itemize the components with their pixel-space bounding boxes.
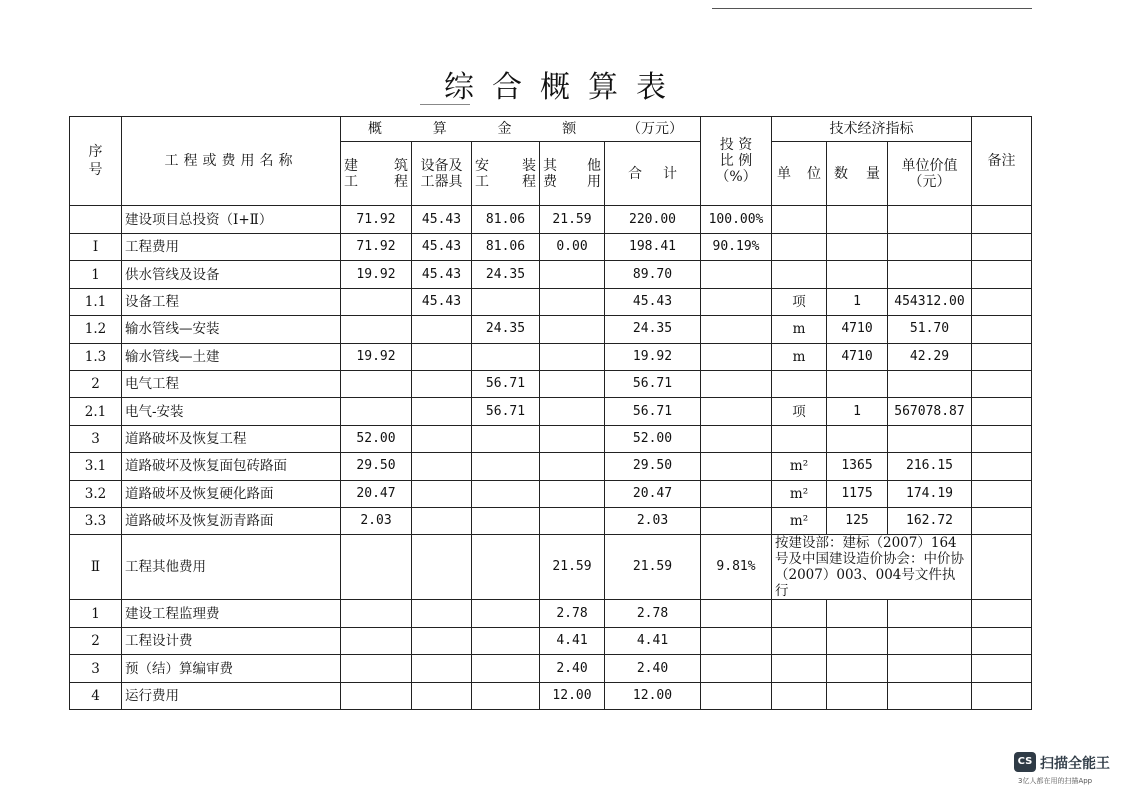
cell-ratio: [701, 655, 772, 683]
cell-install: [472, 453, 540, 480]
cell-remark: [972, 453, 1032, 480]
cell-unit: m²: [772, 480, 827, 507]
table-row: [70, 343, 1032, 370]
cell-install: [472, 682, 540, 710]
cell-remark: [972, 600, 1032, 628]
cell-unit-value: [888, 425, 972, 452]
cell-name: 道路破坏及恢复面包砖路面: [122, 453, 341, 480]
cell-install: 24.35: [472, 316, 540, 343]
cell-remark: [972, 398, 1032, 425]
cell-other: [540, 425, 605, 452]
cell-unit: m: [772, 343, 827, 370]
cell-building: 19.92: [341, 261, 412, 288]
cell-unit-value: 51.70: [888, 316, 972, 343]
cell-ratio: [701, 343, 772, 370]
cell-seq: 1.2: [70, 316, 122, 343]
cell-seq: 3.2: [70, 480, 122, 507]
header-ratio: 投 资 比 例 （%）: [701, 117, 772, 206]
cell-unit: [772, 682, 827, 710]
cell-unit-value: [888, 627, 972, 655]
cell-total: 21.59: [605, 535, 701, 600]
cell-name: 供水管线及设备: [122, 261, 341, 288]
cell-seq: 1.1: [70, 288, 122, 315]
header-name: 工程或费用名称: [122, 117, 341, 206]
cell-building: [341, 682, 412, 710]
estimate-table: [69, 116, 1032, 710]
cell-total: 56.71: [605, 370, 701, 397]
cell-ratio: 90.19%: [701, 234, 772, 261]
cell-total: 29.50: [605, 453, 701, 480]
cell-total: 89.70: [605, 261, 701, 288]
cell-remark: [972, 425, 1032, 452]
title-mark: [420, 104, 470, 105]
cell-ratio: [701, 398, 772, 425]
table-row: [70, 682, 1032, 710]
cell-total: 19.92: [605, 343, 701, 370]
cell-install: 81.06: [472, 234, 540, 261]
cell-equipment: [412, 370, 472, 397]
header-tech-group: 技术经济指标: [772, 117, 972, 142]
cell-unit-value: 216.15: [888, 453, 972, 480]
cell-other: [540, 261, 605, 288]
cell-building: 71.92: [341, 234, 412, 261]
cell-building: 20.47: [341, 480, 412, 507]
cell-name: 工程设计费: [122, 627, 341, 655]
cell-install: [472, 627, 540, 655]
cell-total: 4.41: [605, 627, 701, 655]
cell-other: 0.00: [540, 234, 605, 261]
cell-name: 道路破坏及恢复工程: [122, 425, 341, 452]
cell-seq: 1.3: [70, 343, 122, 370]
cell-other: [540, 370, 605, 397]
cell-unit: 项: [772, 288, 827, 315]
cell-total: 56.71: [605, 398, 701, 425]
table-row: [70, 480, 1032, 507]
table-row: [70, 600, 1032, 628]
cell-building: [341, 316, 412, 343]
cell-qty: 4710: [827, 316, 888, 343]
cell-name: 道路破坏及恢复硬化路面: [122, 480, 341, 507]
cell-unit-value: 174.19: [888, 480, 972, 507]
cell-other: [540, 288, 605, 315]
cell-seq: 2.1: [70, 398, 122, 425]
header-unit: 单 位: [772, 142, 827, 206]
table-row: [70, 655, 1032, 683]
cell-equipment: [412, 398, 472, 425]
cell-equipment: [412, 480, 472, 507]
cell-seq: 2: [70, 627, 122, 655]
cell-total: 45.43: [605, 288, 701, 315]
cell-seq: Ⅰ: [70, 234, 122, 261]
cell-equipment: [412, 316, 472, 343]
cell-note: 按建设部：建标（2007）164号及中国建设造价协会：中价协（2007）003、004号文件执行: [772, 535, 972, 600]
cell-qty: 1: [827, 288, 888, 315]
table-row: [70, 316, 1032, 343]
cell-other: 2.40: [540, 655, 605, 683]
cell-install: [472, 480, 540, 507]
cell-seq: Ⅱ: [70, 535, 122, 600]
cell-ratio: [701, 453, 772, 480]
cell-remark: [972, 507, 1032, 534]
header-other: 其 他 费 用: [540, 142, 605, 206]
table-row: [70, 425, 1032, 452]
other-costs-row: [70, 535, 1032, 600]
cell-qty: [827, 206, 888, 234]
cell-ratio: [701, 600, 772, 628]
cell-building: [341, 288, 412, 315]
cell-seq: 3.3: [70, 507, 122, 534]
table-row: [70, 507, 1032, 534]
cell-qty: [827, 425, 888, 452]
cell-unit-value: 42.29: [888, 343, 972, 370]
cell-other: [540, 507, 605, 534]
cell-name: 工程其他费用: [122, 535, 341, 600]
cell-unit-value: [888, 261, 972, 288]
cell-ratio: [701, 682, 772, 710]
cell-ratio: [701, 370, 772, 397]
cell-unit: m²: [772, 453, 827, 480]
cell-install: 24.35: [472, 261, 540, 288]
cell-ratio: [701, 425, 772, 452]
cell-building: 52.00: [341, 425, 412, 452]
cell-unit: m: [772, 316, 827, 343]
cell-building: [341, 535, 412, 600]
cell-equipment: [412, 655, 472, 683]
cell-remark: [972, 370, 1032, 397]
cell-remark: [972, 682, 1032, 710]
cell-ratio: [701, 316, 772, 343]
cell-ratio: 9.81%: [701, 535, 772, 600]
cell-qty: 1175: [827, 480, 888, 507]
cell-qty: [827, 627, 888, 655]
cell-equipment: 45.43: [412, 206, 472, 234]
cell-name: 电气-安装: [122, 398, 341, 425]
table-row: [70, 398, 1032, 425]
cell-qty: 1: [827, 398, 888, 425]
cell-equipment: [412, 600, 472, 628]
cell-building: [341, 655, 412, 683]
cell-qty: 125: [827, 507, 888, 534]
cell-qty: [827, 655, 888, 683]
cell-unit: [772, 425, 827, 452]
cell-unit: [772, 234, 827, 261]
cell-ratio: [701, 507, 772, 534]
cell-ratio: 100.00%: [701, 206, 772, 234]
cell-unit: [772, 627, 827, 655]
cell-other: 4.41: [540, 627, 605, 655]
cell-install: [472, 425, 540, 452]
cell-name: 建设工程监理费: [122, 600, 341, 628]
cell-other: 21.59: [540, 206, 605, 234]
cell-equipment: 45.43: [412, 261, 472, 288]
cell-name: 设备工程: [122, 288, 341, 315]
cell-name: 预（结）算编审费: [122, 655, 341, 683]
cell-total: 220.00: [605, 206, 701, 234]
cell-building: 71.92: [341, 206, 412, 234]
cell-install: [472, 600, 540, 628]
cell-total: 12.00: [605, 682, 701, 710]
cell-seq: 3.1: [70, 453, 122, 480]
cell-unit-value: [888, 600, 972, 628]
cell-remark: [972, 535, 1032, 600]
cell-name: 电气工程: [122, 370, 341, 397]
cell-building: 29.50: [341, 453, 412, 480]
cell-equipment: [412, 535, 472, 600]
cell-remark: [972, 288, 1032, 315]
cell-unit: [772, 206, 827, 234]
cell-unit: [772, 600, 827, 628]
cell-other: [540, 316, 605, 343]
cell-equipment: 45.43: [412, 288, 472, 315]
cell-unit: [772, 370, 827, 397]
cell-remark: [972, 343, 1032, 370]
cell-total: 20.47: [605, 480, 701, 507]
table-row: [70, 261, 1032, 288]
cell-unit-value: [888, 206, 972, 234]
cell-unit-value: [888, 234, 972, 261]
cell-seq: 3: [70, 425, 122, 452]
cell-unit-value: [888, 655, 972, 683]
table-row: [70, 627, 1032, 655]
cell-other: 21.59: [540, 535, 605, 600]
cell-qty: [827, 682, 888, 710]
cell-name: 输水管线—土建: [122, 343, 341, 370]
cell-install: [472, 343, 540, 370]
table-row: [70, 453, 1032, 480]
header-total: 合 计: [605, 142, 701, 206]
cell-remark: [972, 316, 1032, 343]
cell-seq: [70, 206, 122, 234]
cell-name: 建设项目总投资（Ⅰ+Ⅱ）: [122, 206, 341, 234]
header-qty: 数 量: [827, 142, 888, 206]
cell-install: 81.06: [472, 206, 540, 234]
cell-ratio: [701, 261, 772, 288]
cell-equipment: [412, 425, 472, 452]
table-row: [70, 288, 1032, 315]
cell-building: 19.92: [341, 343, 412, 370]
cell-remark: [972, 655, 1032, 683]
header-install: 安 装 工 程: [472, 142, 540, 206]
cell-other: [540, 343, 605, 370]
cell-ratio: [701, 480, 772, 507]
table-row: [70, 234, 1032, 261]
cell-install: [472, 288, 540, 315]
cell-qty: [827, 261, 888, 288]
cell-total: 24.35: [605, 316, 701, 343]
cell-equipment: [412, 682, 472, 710]
cell-total: 198.41: [605, 234, 701, 261]
cell-remark: [972, 480, 1032, 507]
page-title: 综合概算表: [444, 70, 684, 105]
cell-building: [341, 627, 412, 655]
cell-install: 56.71: [472, 370, 540, 397]
cell-remark: [972, 627, 1032, 655]
cell-total: 52.00: [605, 425, 701, 452]
cell-building: [341, 370, 412, 397]
cell-equipment: [412, 627, 472, 655]
cell-unit-value: 567078.87: [888, 398, 972, 425]
header-equipment: 设备及 工器具: [412, 142, 472, 206]
cell-total: 2.78: [605, 600, 701, 628]
total-investment-row: [70, 206, 1032, 234]
cell-install: [472, 535, 540, 600]
cell-ratio: [701, 627, 772, 655]
cell-unit: [772, 261, 827, 288]
cell-ratio: [701, 288, 772, 315]
cell-remark: [972, 234, 1032, 261]
cell-equipment: [412, 453, 472, 480]
cell-name: 输水管线—安装: [122, 316, 341, 343]
cell-unit-value: [888, 682, 972, 710]
cell-building: 2.03: [341, 507, 412, 534]
cell-install: [472, 655, 540, 683]
logo-name: 扫描全能王: [1040, 756, 1110, 772]
header-remark: 备注: [972, 117, 1032, 206]
cell-other: [540, 398, 605, 425]
header-estimate-group: 概 算 金 额 （万元）: [341, 117, 701, 142]
cell-remark: [972, 206, 1032, 234]
cell-equipment: 45.43: [412, 234, 472, 261]
table-row: [70, 370, 1032, 397]
cell-seq: 3: [70, 655, 122, 683]
cell-install: 56.71: [472, 398, 540, 425]
cell-other: 12.00: [540, 682, 605, 710]
cell-qty: 1365: [827, 453, 888, 480]
cell-unit: [772, 655, 827, 683]
cell-install: [472, 507, 540, 534]
header-building: 建 筑 工 程: [341, 142, 412, 206]
cell-name: 运行费用: [122, 682, 341, 710]
cell-unit: m²: [772, 507, 827, 534]
cell-total: 2.40: [605, 655, 701, 683]
cell-name: 工程费用: [122, 234, 341, 261]
header-seq: 序号: [70, 117, 122, 206]
cell-qty: [827, 234, 888, 261]
cell-equipment: [412, 507, 472, 534]
cell-building: [341, 600, 412, 628]
cell-name: 道路破坏及恢复沥青路面: [122, 507, 341, 534]
cell-seq: 4: [70, 682, 122, 710]
cell-seq: 2: [70, 370, 122, 397]
cell-other: [540, 453, 605, 480]
scanner-app-logo: [1014, 752, 1124, 786]
cell-qty: [827, 600, 888, 628]
cell-unit-value: 162.72: [888, 507, 972, 534]
cell-seq: 1: [70, 600, 122, 628]
cell-unit-value: [888, 370, 972, 397]
logo-tagline: 3亿人都在用的扫描App: [1018, 777, 1093, 785]
cs-logo-icon: CS: [1014, 752, 1036, 772]
header-unit-value: 单位价值 （元）: [888, 142, 972, 206]
cell-unit: 项: [772, 398, 827, 425]
cell-qty: [827, 370, 888, 397]
cell-qty: 4710: [827, 343, 888, 370]
cell-total: 2.03: [605, 507, 701, 534]
cell-building: [341, 398, 412, 425]
cell-remark: [972, 261, 1032, 288]
header-row-1: [70, 117, 1032, 142]
cell-unit-value: 454312.00: [888, 288, 972, 315]
cell-other: 2.78: [540, 600, 605, 628]
cell-other: [540, 480, 605, 507]
cell-equipment: [412, 343, 472, 370]
scan-edge-line: [712, 8, 1032, 9]
cell-seq: 1: [70, 261, 122, 288]
